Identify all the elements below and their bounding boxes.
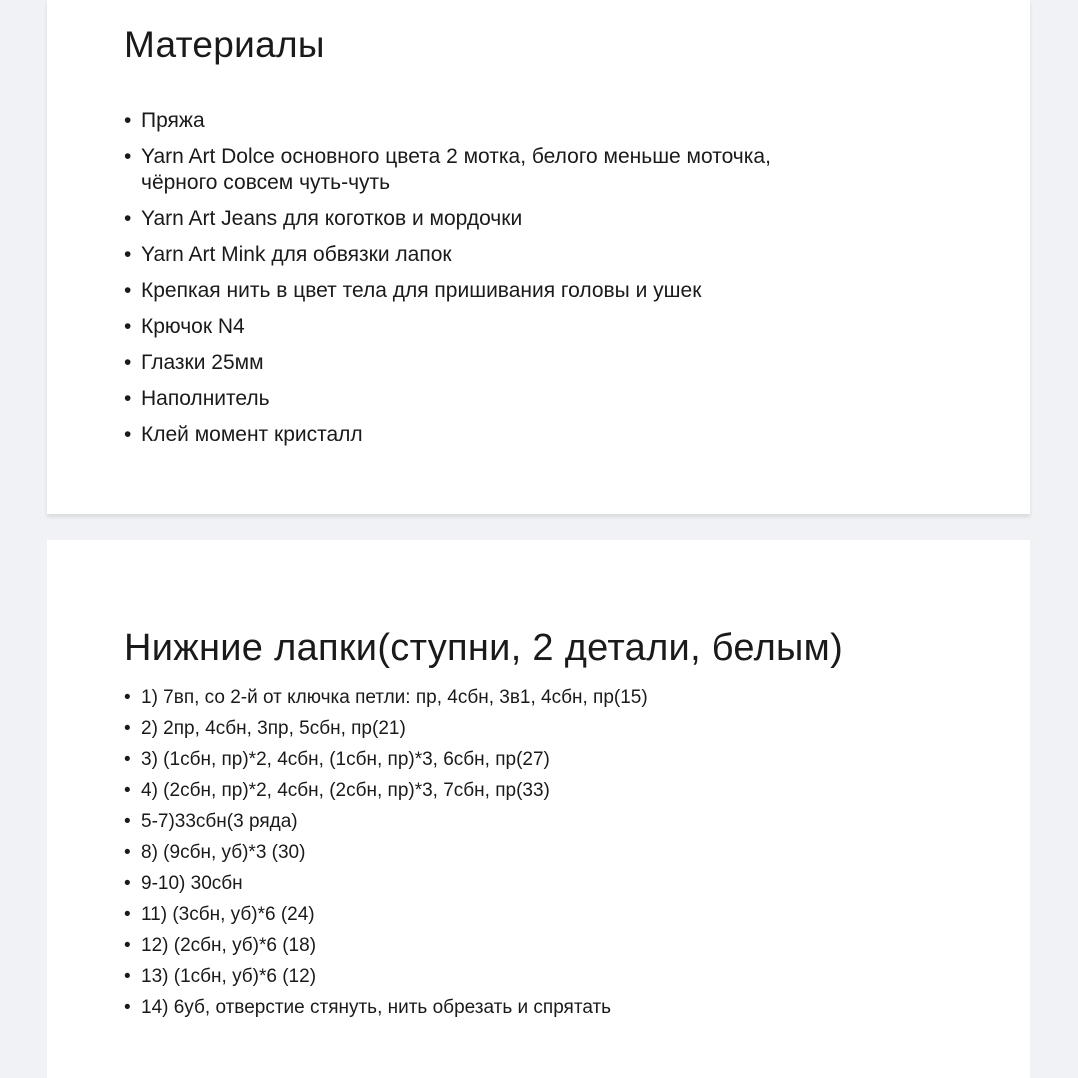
list-item-line: чёрного совсем чуть-чуть: [141, 171, 391, 194]
list-item: • 13) (1сбн, уб)*6 (12): [124, 964, 984, 989]
list-item: • 1) 7вп, со 2-й от ключка петли: пр, 4сбн, 3в1, 4сбн, пр(15): [124, 685, 984, 710]
list-item: • 3) (1сбн, пр)*2, 4сбн, (1сбн, пр)*3, 6сбн, пр(27): [124, 747, 984, 772]
list-item: • Крепкая нить в цвет тела для пришивания головы и ушек: [124, 278, 984, 304]
list-item: • Крючок N4: [124, 314, 984, 340]
list-item: • Наполнитель: [124, 386, 984, 412]
list-item: • Клей момент кристалл: [124, 422, 984, 448]
list-item: • Yarn Art Jeans для коготков и мордочки: [124, 206, 984, 232]
list-item: • Yarn Art Mink для обвязки лапок: [124, 242, 984, 268]
list-item: • Пряжа: [124, 108, 984, 134]
feet-rows-list: [124, 685, 984, 1026]
list-item: • 11) (3сбн, уб)*6 (24): [124, 902, 984, 927]
list-item: • 5-7)33сбн(3 ряда): [124, 809, 984, 834]
list-item: • Глазки 25мм: [124, 350, 984, 376]
list-item: • 4) (2сбн, пр)*2, 4сбн, (2сбн, пр)*3, 7сбн, пр(33): [124, 778, 984, 803]
list-item: • 14) 6уб, отверстие стянуть, нить обрезать и спрятать: [124, 995, 984, 1020]
materials-list: [124, 108, 984, 458]
feet-slide: [47, 540, 1030, 1078]
materials-slide: [47, 0, 1030, 514]
list-item: • 9-10) 30сбн: [124, 871, 984, 896]
list-item: [124, 144, 984, 196]
list-item: • 8) (9сбн, уб)*3 (30): [124, 840, 984, 865]
list-item: • 2) 2пр, 4сбн, 3пр, 5сбн, пр(21): [124, 716, 984, 741]
materials-title: Материалы: [124, 24, 325, 65]
feet-title: Нижние лапки(ступни, 2 детали, белым): [124, 627, 844, 669]
list-item: • 12) (2сбн, уб)*6 (18): [124, 933, 984, 958]
list-item-line: • Yarn Art Dolce основного цвета 2 мотка, белого меньше моточка,: [141, 145, 771, 168]
